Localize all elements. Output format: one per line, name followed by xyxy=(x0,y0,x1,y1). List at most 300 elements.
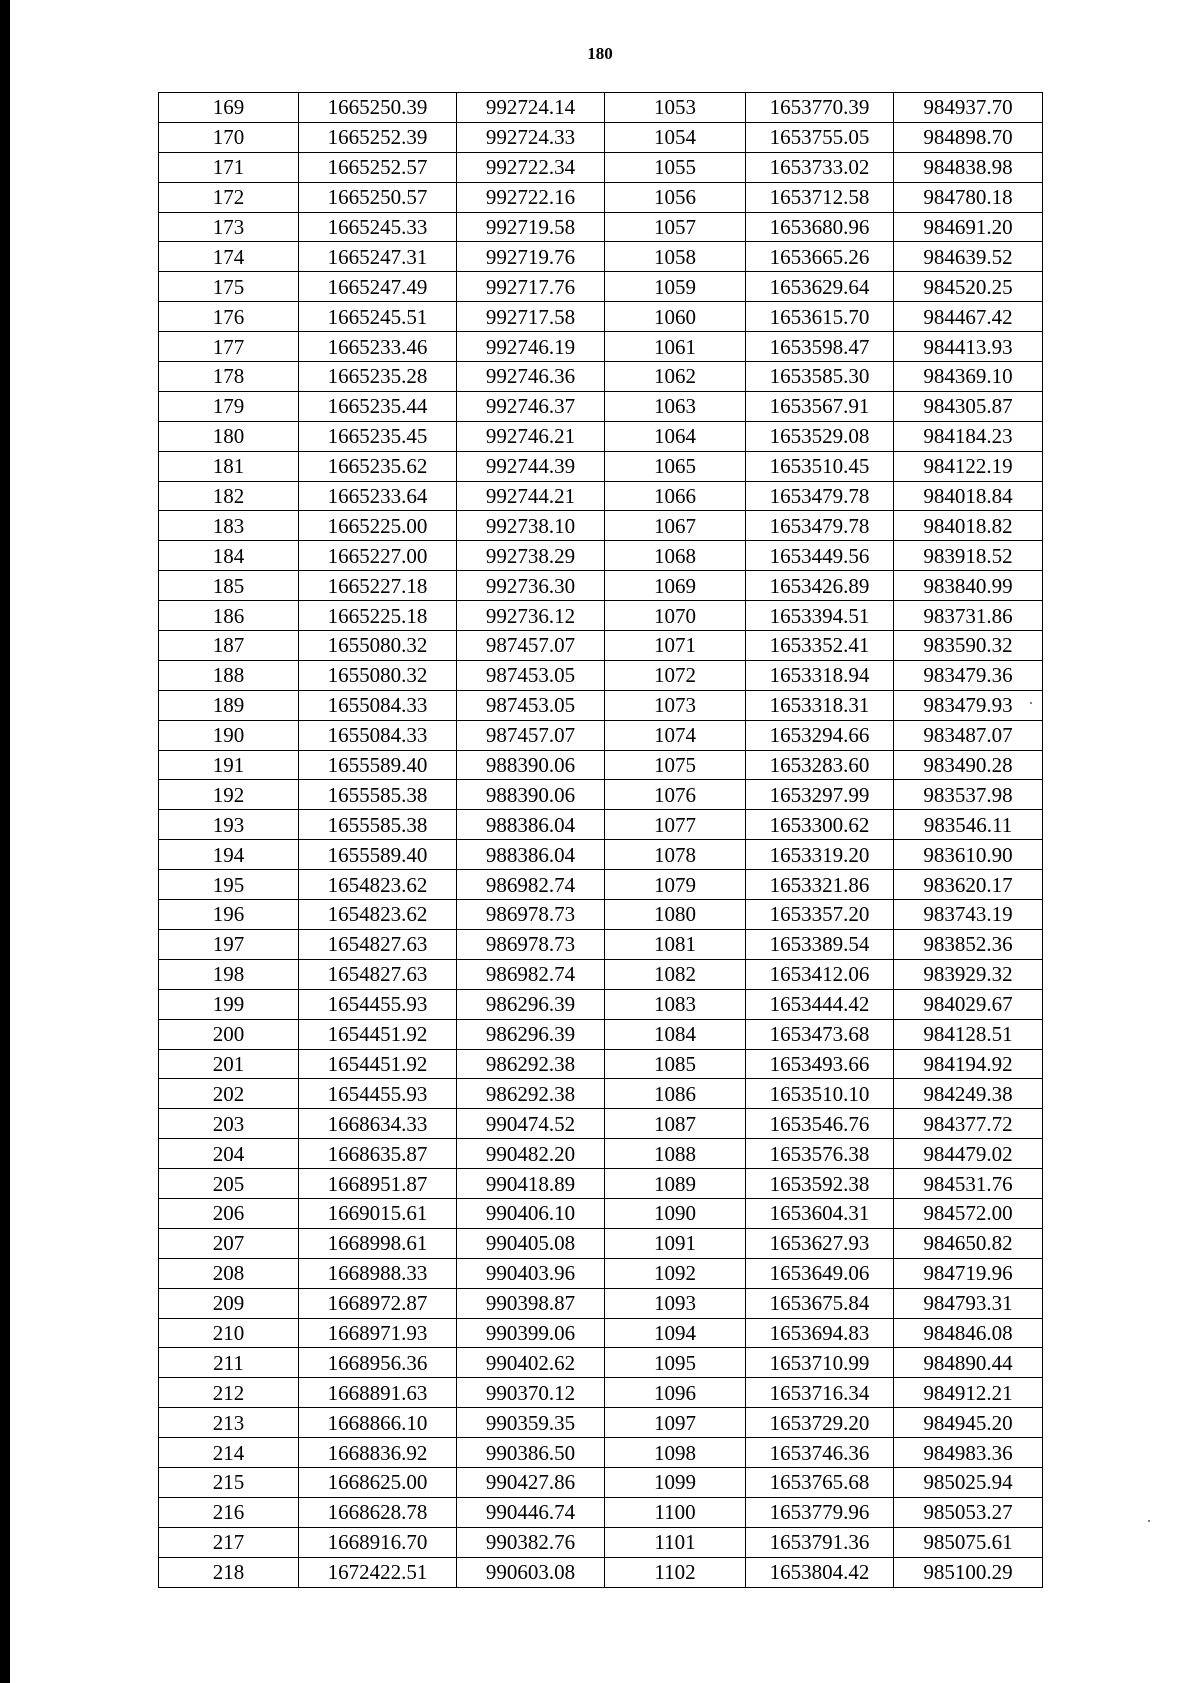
x-coordinate-cell: 1653804.42 xyxy=(746,1557,894,1587)
table-row xyxy=(159,1467,1043,1497)
point-id-cell: 1101 xyxy=(605,1527,746,1557)
point-id-cell: 1095 xyxy=(605,1348,746,1378)
y-coordinate-cell: 984249.38 xyxy=(894,1079,1043,1109)
point-id-cell: 1098 xyxy=(605,1438,746,1468)
point-id-cell: 1070 xyxy=(605,601,746,631)
point-id-cell: 1068 xyxy=(605,541,746,571)
table-row xyxy=(159,959,1043,989)
table-row xyxy=(159,989,1043,1019)
x-coordinate-cell: 1653694.83 xyxy=(746,1318,894,1348)
point-id-cell: 182 xyxy=(159,481,299,511)
y-coordinate-cell: 986978.73 xyxy=(457,929,605,959)
y-coordinate-cell: 990427.86 xyxy=(457,1467,605,1497)
y-coordinate-cell: 990359.35 xyxy=(457,1408,605,1438)
y-coordinate-cell: 992746.36 xyxy=(457,362,605,392)
y-coordinate-cell: 984520.25 xyxy=(894,272,1043,302)
x-coordinate-cell: 1668634.33 xyxy=(299,1109,457,1139)
y-coordinate-cell: 984305.87 xyxy=(894,391,1043,421)
point-id-cell: 173 xyxy=(159,212,299,242)
x-coordinate-cell: 1653283.60 xyxy=(746,750,894,780)
coordinates-table-body xyxy=(159,93,1043,1588)
table-row xyxy=(159,302,1043,332)
table-row xyxy=(159,93,1043,123)
y-coordinate-cell: 986292.38 xyxy=(457,1049,605,1079)
y-coordinate-cell: 990482.20 xyxy=(457,1139,605,1169)
table-row xyxy=(159,421,1043,451)
x-coordinate-cell: 1655589.40 xyxy=(299,750,457,780)
y-coordinate-cell: 984018.82 xyxy=(894,511,1043,541)
y-coordinate-cell: 984793.31 xyxy=(894,1288,1043,1318)
table-row xyxy=(159,601,1043,631)
x-coordinate-cell: 1653510.10 xyxy=(746,1079,894,1109)
y-coordinate-cell: 992722.34 xyxy=(457,152,605,182)
x-coordinate-cell: 1653479.78 xyxy=(746,481,894,511)
point-id-cell: 210 xyxy=(159,1318,299,1348)
scan-speck xyxy=(1148,1520,1150,1522)
x-coordinate-cell: 1665247.31 xyxy=(299,242,457,272)
y-coordinate-cell: 990406.10 xyxy=(457,1198,605,1228)
point-id-cell: 188 xyxy=(159,660,299,690)
point-id-cell: 1092 xyxy=(605,1258,746,1288)
x-coordinate-cell: 1653546.76 xyxy=(746,1109,894,1139)
table-row xyxy=(159,1258,1043,1288)
point-id-cell: 1061 xyxy=(605,332,746,362)
table-row xyxy=(159,1139,1043,1169)
y-coordinate-cell: 990446.74 xyxy=(457,1497,605,1527)
point-id-cell: 1078 xyxy=(605,840,746,870)
point-id-cell: 196 xyxy=(159,900,299,930)
table-row xyxy=(159,1527,1043,1557)
y-coordinate-cell: 992724.14 xyxy=(457,93,605,123)
y-coordinate-cell: 985053.27 xyxy=(894,1497,1043,1527)
x-coordinate-cell: 1653585.30 xyxy=(746,362,894,392)
y-coordinate-cell: 986292.38 xyxy=(457,1079,605,1109)
table-row xyxy=(159,750,1043,780)
y-coordinate-cell: 983590.32 xyxy=(894,631,1043,661)
point-id-cell: 180 xyxy=(159,421,299,451)
y-coordinate-cell: 984983.36 xyxy=(894,1438,1043,1468)
x-coordinate-cell: 1654455.93 xyxy=(299,989,457,1019)
x-coordinate-cell: 1655585.38 xyxy=(299,810,457,840)
point-id-cell: 200 xyxy=(159,1019,299,1049)
point-id-cell: 1082 xyxy=(605,959,746,989)
table-row xyxy=(159,1557,1043,1587)
x-coordinate-cell: 1672422.51 xyxy=(299,1557,457,1587)
y-coordinate-cell: 984898.70 xyxy=(894,122,1043,152)
point-id-cell: 209 xyxy=(159,1288,299,1318)
y-coordinate-cell: 990402.62 xyxy=(457,1348,605,1378)
x-coordinate-cell: 1665250.39 xyxy=(299,93,457,123)
point-id-cell: 186 xyxy=(159,601,299,631)
y-coordinate-cell: 984691.20 xyxy=(894,212,1043,242)
y-coordinate-cell: 992719.76 xyxy=(457,242,605,272)
x-coordinate-cell: 1653319.20 xyxy=(746,840,894,870)
x-coordinate-cell: 1653394.51 xyxy=(746,601,894,631)
point-id-cell: 1063 xyxy=(605,391,746,421)
x-coordinate-cell: 1654823.62 xyxy=(299,870,457,900)
table-row xyxy=(159,660,1043,690)
x-coordinate-cell: 1655084.33 xyxy=(299,720,457,750)
x-coordinate-cell: 1653294.66 xyxy=(746,720,894,750)
point-id-cell: 1100 xyxy=(605,1497,746,1527)
point-id-cell: 202 xyxy=(159,1079,299,1109)
y-coordinate-cell: 990405.08 xyxy=(457,1228,605,1258)
x-coordinate-cell: 1653352.41 xyxy=(746,631,894,661)
point-id-cell: 1099 xyxy=(605,1467,746,1497)
x-coordinate-cell: 1654823.62 xyxy=(299,900,457,930)
x-coordinate-cell: 1653321.86 xyxy=(746,870,894,900)
point-id-cell: 1086 xyxy=(605,1079,746,1109)
table-row xyxy=(159,571,1043,601)
point-id-cell: 1077 xyxy=(605,810,746,840)
x-coordinate-cell: 1653665.26 xyxy=(746,242,894,272)
point-id-cell: 203 xyxy=(159,1109,299,1139)
x-coordinate-cell: 1653529.08 xyxy=(746,421,894,451)
x-coordinate-cell: 1653675.84 xyxy=(746,1288,894,1318)
table-row xyxy=(159,212,1043,242)
x-coordinate-cell: 1665233.64 xyxy=(299,481,457,511)
table-row xyxy=(159,362,1043,392)
x-coordinate-cell: 1653444.42 xyxy=(746,989,894,1019)
y-coordinate-cell: 985075.61 xyxy=(894,1527,1043,1557)
point-id-cell: 181 xyxy=(159,451,299,481)
point-id-cell: 192 xyxy=(159,780,299,810)
x-coordinate-cell: 1668916.70 xyxy=(299,1527,457,1557)
x-coordinate-cell: 1653300.62 xyxy=(746,810,894,840)
y-coordinate-cell: 990399.06 xyxy=(457,1318,605,1348)
x-coordinate-cell: 1653765.68 xyxy=(746,1467,894,1497)
x-coordinate-cell: 1665227.00 xyxy=(299,541,457,571)
point-id-cell: 204 xyxy=(159,1139,299,1169)
point-id-cell: 169 xyxy=(159,93,299,123)
y-coordinate-cell: 987453.05 xyxy=(457,690,605,720)
point-id-cell: 178 xyxy=(159,362,299,392)
table-row xyxy=(159,1019,1043,1049)
y-coordinate-cell: 992746.21 xyxy=(457,421,605,451)
table-row xyxy=(159,900,1043,930)
point-id-cell: 191 xyxy=(159,750,299,780)
y-coordinate-cell: 983918.52 xyxy=(894,541,1043,571)
x-coordinate-cell: 1668988.33 xyxy=(299,1258,457,1288)
y-coordinate-cell: 986982.74 xyxy=(457,870,605,900)
x-coordinate-cell: 1655080.32 xyxy=(299,660,457,690)
x-coordinate-cell: 1653627.93 xyxy=(746,1228,894,1258)
point-id-cell: 1074 xyxy=(605,720,746,750)
y-coordinate-cell: 988386.04 xyxy=(457,810,605,840)
x-coordinate-cell: 1653412.06 xyxy=(746,959,894,989)
y-coordinate-cell: 992736.12 xyxy=(457,601,605,631)
point-id-cell: 1097 xyxy=(605,1408,746,1438)
x-coordinate-cell: 1653791.36 xyxy=(746,1527,894,1557)
x-coordinate-cell: 1668635.87 xyxy=(299,1139,457,1169)
point-id-cell: 1083 xyxy=(605,989,746,1019)
point-id-cell: 1080 xyxy=(605,900,746,930)
table-row xyxy=(159,1228,1043,1258)
point-id-cell: 211 xyxy=(159,1348,299,1378)
point-id-cell: 1091 xyxy=(605,1228,746,1258)
y-coordinate-cell: 990386.50 xyxy=(457,1438,605,1468)
point-id-cell: 1056 xyxy=(605,182,746,212)
x-coordinate-cell: 1665247.49 xyxy=(299,272,457,302)
y-coordinate-cell: 983929.32 xyxy=(894,959,1043,989)
point-id-cell: 1102 xyxy=(605,1557,746,1587)
point-id-cell: 1062 xyxy=(605,362,746,392)
y-coordinate-cell: 984128.51 xyxy=(894,1019,1043,1049)
table-row xyxy=(159,840,1043,870)
table-row xyxy=(159,481,1043,511)
table-row xyxy=(159,391,1043,421)
y-coordinate-cell: 992744.21 xyxy=(457,481,605,511)
y-coordinate-cell: 983479.36 xyxy=(894,660,1043,690)
point-id-cell: 199 xyxy=(159,989,299,1019)
point-id-cell: 216 xyxy=(159,1497,299,1527)
y-coordinate-cell: 984479.02 xyxy=(894,1139,1043,1169)
x-coordinate-cell: 1653389.54 xyxy=(746,929,894,959)
point-id-cell: 201 xyxy=(159,1049,299,1079)
point-id-cell: 195 xyxy=(159,870,299,900)
x-coordinate-cell: 1653592.38 xyxy=(746,1169,894,1199)
y-coordinate-cell: 986982.74 xyxy=(457,959,605,989)
point-id-cell: 184 xyxy=(159,541,299,571)
y-coordinate-cell: 992738.29 xyxy=(457,541,605,571)
y-coordinate-cell: 986296.39 xyxy=(457,989,605,1019)
y-coordinate-cell: 992717.76 xyxy=(457,272,605,302)
table-row xyxy=(159,1438,1043,1468)
x-coordinate-cell: 1654451.92 xyxy=(299,1019,457,1049)
point-id-cell: 1081 xyxy=(605,929,746,959)
point-id-cell: 1053 xyxy=(605,93,746,123)
x-coordinate-cell: 1653318.31 xyxy=(746,690,894,720)
point-id-cell: 206 xyxy=(159,1198,299,1228)
y-coordinate-cell: 985025.94 xyxy=(894,1467,1043,1497)
x-coordinate-cell: 1653733.02 xyxy=(746,152,894,182)
point-id-cell: 1089 xyxy=(605,1169,746,1199)
point-id-cell: 1084 xyxy=(605,1019,746,1049)
x-coordinate-cell: 1654451.92 xyxy=(299,1049,457,1079)
y-coordinate-cell: 984122.19 xyxy=(894,451,1043,481)
table-row xyxy=(159,1169,1043,1199)
point-id-cell: 1059 xyxy=(605,272,746,302)
table-row xyxy=(159,182,1043,212)
y-coordinate-cell: 984780.18 xyxy=(894,182,1043,212)
point-id-cell: 194 xyxy=(159,840,299,870)
point-id-cell: 1065 xyxy=(605,451,746,481)
x-coordinate-cell: 1665225.00 xyxy=(299,511,457,541)
y-coordinate-cell: 984937.70 xyxy=(894,93,1043,123)
x-coordinate-cell: 1668625.00 xyxy=(299,1467,457,1497)
point-id-cell: 212 xyxy=(159,1378,299,1408)
x-coordinate-cell: 1653357.20 xyxy=(746,900,894,930)
y-coordinate-cell: 987457.07 xyxy=(457,720,605,750)
x-coordinate-cell: 1653746.36 xyxy=(746,1438,894,1468)
point-id-cell: 187 xyxy=(159,631,299,661)
x-coordinate-cell: 1665235.28 xyxy=(299,362,457,392)
y-coordinate-cell: 988390.06 xyxy=(457,780,605,810)
y-coordinate-cell: 990370.12 xyxy=(457,1378,605,1408)
y-coordinate-cell: 984194.92 xyxy=(894,1049,1043,1079)
point-id-cell: 172 xyxy=(159,182,299,212)
point-id-cell: 179 xyxy=(159,391,299,421)
y-coordinate-cell: 984029.67 xyxy=(894,989,1043,1019)
y-coordinate-cell: 990418.89 xyxy=(457,1169,605,1199)
y-coordinate-cell: 984018.84 xyxy=(894,481,1043,511)
x-coordinate-cell: 1665252.39 xyxy=(299,122,457,152)
point-id-cell: 171 xyxy=(159,152,299,182)
x-coordinate-cell: 1668866.10 xyxy=(299,1408,457,1438)
y-coordinate-cell: 983479.93 xyxy=(894,690,1043,720)
point-id-cell: 1073 xyxy=(605,690,746,720)
y-coordinate-cell: 984531.76 xyxy=(894,1169,1043,1199)
x-coordinate-cell: 1669015.61 xyxy=(299,1198,457,1228)
x-coordinate-cell: 1665227.18 xyxy=(299,571,457,601)
point-id-cell: 1088 xyxy=(605,1139,746,1169)
table-row xyxy=(159,631,1043,661)
x-coordinate-cell: 1665245.33 xyxy=(299,212,457,242)
point-id-cell: 1064 xyxy=(605,421,746,451)
x-coordinate-cell: 1653629.64 xyxy=(746,272,894,302)
x-coordinate-cell: 1653567.91 xyxy=(746,391,894,421)
point-id-cell: 1093 xyxy=(605,1288,746,1318)
point-id-cell: 198 xyxy=(159,959,299,989)
point-id-cell: 175 xyxy=(159,272,299,302)
y-coordinate-cell: 984184.23 xyxy=(894,421,1043,451)
table-row xyxy=(159,929,1043,959)
y-coordinate-cell: 983731.86 xyxy=(894,601,1043,631)
x-coordinate-cell: 1654455.93 xyxy=(299,1079,457,1109)
x-coordinate-cell: 1653680.96 xyxy=(746,212,894,242)
point-id-cell: 1057 xyxy=(605,212,746,242)
y-coordinate-cell: 984572.00 xyxy=(894,1198,1043,1228)
x-coordinate-cell: 1655084.33 xyxy=(299,690,457,720)
point-id-cell: 214 xyxy=(159,1438,299,1468)
point-id-cell: 208 xyxy=(159,1258,299,1288)
y-coordinate-cell: 992738.10 xyxy=(457,511,605,541)
x-coordinate-cell: 1668971.93 xyxy=(299,1318,457,1348)
x-coordinate-cell: 1668972.87 xyxy=(299,1288,457,1318)
y-coordinate-cell: 988390.06 xyxy=(457,750,605,780)
table-row xyxy=(159,870,1043,900)
x-coordinate-cell: 1653716.34 xyxy=(746,1378,894,1408)
x-coordinate-cell: 1653479.78 xyxy=(746,511,894,541)
point-id-cell: 1058 xyxy=(605,242,746,272)
y-coordinate-cell: 983743.19 xyxy=(894,900,1043,930)
point-id-cell: 1090 xyxy=(605,1198,746,1228)
y-coordinate-cell: 986978.73 xyxy=(457,900,605,930)
table-row xyxy=(159,541,1043,571)
table-row xyxy=(159,1497,1043,1527)
table-row xyxy=(159,122,1043,152)
table-row xyxy=(159,1198,1043,1228)
y-coordinate-cell: 985100.29 xyxy=(894,1557,1043,1587)
page-number: 180 xyxy=(587,44,613,63)
point-id-cell: 1066 xyxy=(605,481,746,511)
point-id-cell: 197 xyxy=(159,929,299,959)
point-id-cell: 174 xyxy=(159,242,299,272)
y-coordinate-cell: 983537.98 xyxy=(894,780,1043,810)
x-coordinate-cell: 1668998.61 xyxy=(299,1228,457,1258)
y-coordinate-cell: 988386.04 xyxy=(457,840,605,870)
point-id-cell: 1094 xyxy=(605,1318,746,1348)
table-row xyxy=(159,1408,1043,1438)
table-row xyxy=(159,1079,1043,1109)
y-coordinate-cell: 983546.11 xyxy=(894,810,1043,840)
x-coordinate-cell: 1653510.45 xyxy=(746,451,894,481)
y-coordinate-cell: 992724.33 xyxy=(457,122,605,152)
y-coordinate-cell: 983840.99 xyxy=(894,571,1043,601)
x-coordinate-cell: 1653615.70 xyxy=(746,302,894,332)
x-coordinate-cell: 1653318.94 xyxy=(746,660,894,690)
point-id-cell: 183 xyxy=(159,511,299,541)
y-coordinate-cell: 992746.19 xyxy=(457,332,605,362)
point-id-cell: 185 xyxy=(159,571,299,601)
x-coordinate-cell: 1653710.99 xyxy=(746,1348,894,1378)
point-id-cell: 1071 xyxy=(605,631,746,661)
table-row xyxy=(159,1348,1043,1378)
table-row xyxy=(159,1288,1043,1318)
x-coordinate-cell: 1653473.68 xyxy=(746,1019,894,1049)
x-coordinate-cell: 1668956.36 xyxy=(299,1348,457,1378)
x-coordinate-cell: 1653649.06 xyxy=(746,1258,894,1288)
y-coordinate-cell: 984846.08 xyxy=(894,1318,1043,1348)
x-coordinate-cell: 1653493.66 xyxy=(746,1049,894,1079)
x-coordinate-cell: 1653712.58 xyxy=(746,182,894,212)
y-coordinate-cell: 992719.58 xyxy=(457,212,605,242)
x-coordinate-cell: 1668891.63 xyxy=(299,1378,457,1408)
coordinates-table xyxy=(158,92,1043,1588)
x-coordinate-cell: 1665252.57 xyxy=(299,152,457,182)
table-row xyxy=(159,720,1043,750)
y-coordinate-cell: 987453.05 xyxy=(457,660,605,690)
point-id-cell: 189 xyxy=(159,690,299,720)
y-coordinate-cell: 984377.72 xyxy=(894,1109,1043,1139)
y-coordinate-cell: 992722.16 xyxy=(457,182,605,212)
y-coordinate-cell: 984650.82 xyxy=(894,1228,1043,1258)
point-id-cell: 190 xyxy=(159,720,299,750)
x-coordinate-cell: 1653297.99 xyxy=(746,780,894,810)
x-coordinate-cell: 1665225.18 xyxy=(299,601,457,631)
table-row xyxy=(159,1109,1043,1139)
point-id-cell: 213 xyxy=(159,1408,299,1438)
x-coordinate-cell: 1654827.63 xyxy=(299,929,457,959)
y-coordinate-cell: 984467.42 xyxy=(894,302,1043,332)
point-id-cell: 1060 xyxy=(605,302,746,332)
point-id-cell: 1069 xyxy=(605,571,746,601)
y-coordinate-cell: 983852.36 xyxy=(894,929,1043,959)
table-row xyxy=(159,690,1043,720)
y-coordinate-cell: 992744.39 xyxy=(457,451,605,481)
y-coordinate-cell: 992746.37 xyxy=(457,391,605,421)
x-coordinate-cell: 1665235.44 xyxy=(299,391,457,421)
table-row xyxy=(159,272,1043,302)
y-coordinate-cell: 984639.52 xyxy=(894,242,1043,272)
y-coordinate-cell: 984912.21 xyxy=(894,1378,1043,1408)
table-row xyxy=(159,810,1043,840)
x-coordinate-cell: 1653604.31 xyxy=(746,1198,894,1228)
x-coordinate-cell: 1653779.96 xyxy=(746,1497,894,1527)
point-id-cell: 1079 xyxy=(605,870,746,900)
x-coordinate-cell: 1668836.92 xyxy=(299,1438,457,1468)
y-coordinate-cell: 984719.96 xyxy=(894,1258,1043,1288)
y-coordinate-cell: 990474.52 xyxy=(457,1109,605,1139)
point-id-cell: 217 xyxy=(159,1527,299,1557)
table-row xyxy=(159,152,1043,182)
x-coordinate-cell: 1653576.38 xyxy=(746,1139,894,1169)
point-id-cell: 1087 xyxy=(605,1109,746,1139)
x-coordinate-cell: 1653426.89 xyxy=(746,571,894,601)
x-coordinate-cell: 1665233.46 xyxy=(299,332,457,362)
table-row xyxy=(159,511,1043,541)
table-row xyxy=(159,451,1043,481)
